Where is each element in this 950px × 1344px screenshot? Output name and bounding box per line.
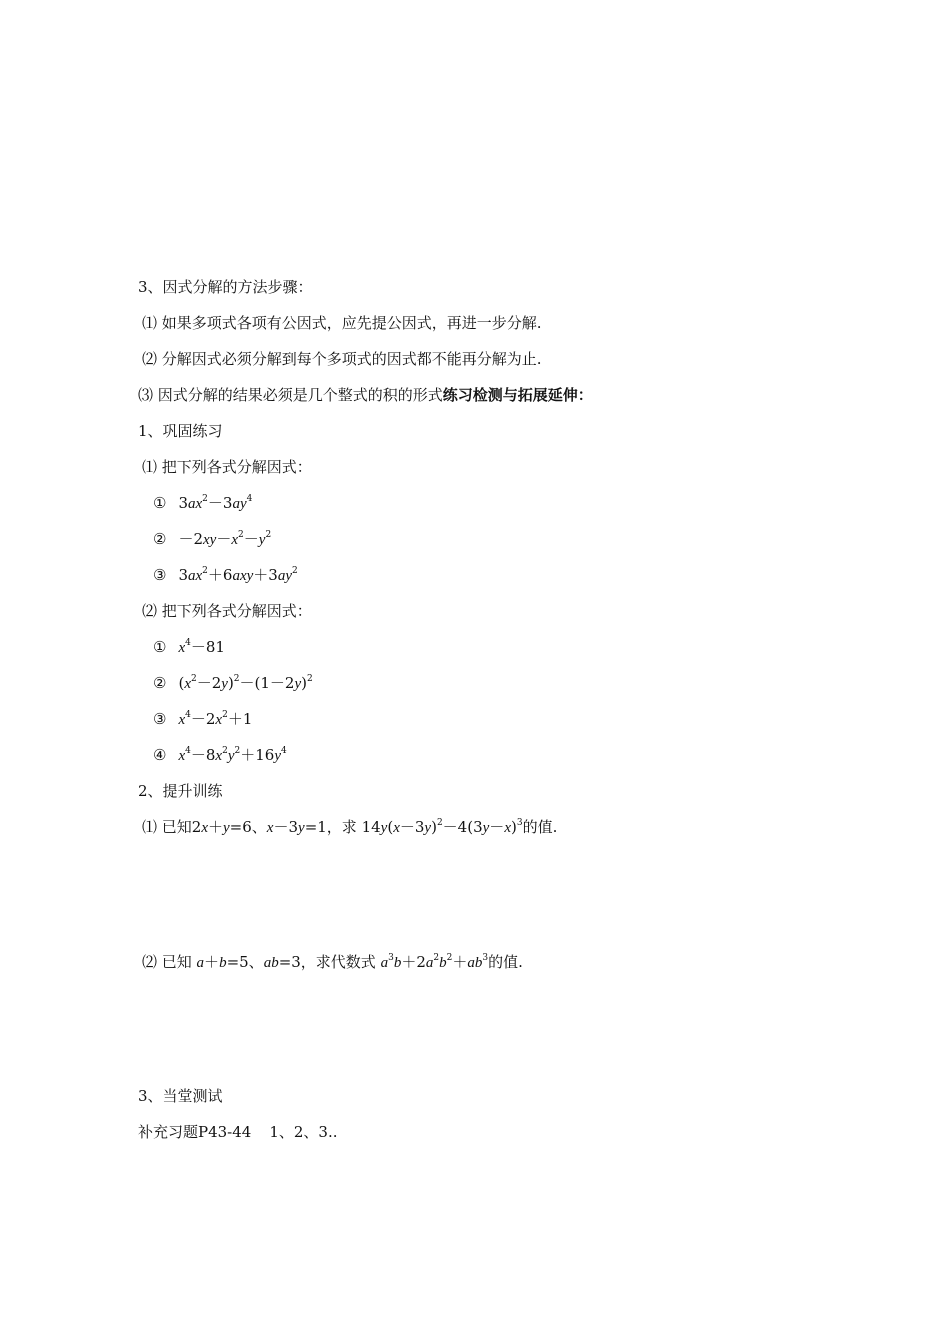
circled-number: ① [153, 638, 167, 656]
section-heading-steps: 3、因式分解的方法步骤： [138, 278, 313, 296]
supplementary-items: 1、2、3.. [269, 1123, 338, 1141]
expression-2-2: ② $(x^2-2y)^2-(1-2y)^2$ [153, 674, 313, 692]
exercise-1-intro: ⑴ 把下列各式分解因式： [142, 458, 312, 476]
subheading-test: 3、当堂测试 [138, 1087, 223, 1105]
step-1: ⑴ 如果多项式各项有公因式，应先提公因式，再进一步分解. [142, 314, 542, 332]
circled-number: ② [153, 530, 167, 548]
supplementary-exercises [138, 1122, 338, 1142]
circled-number: ③ [153, 566, 167, 584]
circled-number: ① [153, 494, 167, 512]
circled-number: ③ [153, 710, 167, 728]
step-3 [138, 385, 593, 405]
expression-2-3: ③ $x^4-2x^2+1$ [153, 710, 253, 728]
exercise-2-intro: ⑵ 把下列各式分解因式： [142, 602, 312, 620]
circled-number: ② [153, 674, 167, 692]
expression-1-3: ③ $3ax^2+6axy+3ay^2$ [153, 566, 298, 584]
expression-1-2: ② $-2xy-x^2-y^2$ [153, 530, 272, 548]
expression-2-4: ④ $x^4-8x^2y^2+16y^4$ [153, 746, 287, 764]
supplementary-label: 补充习题P43-44 [138, 1123, 252, 1141]
problem-2: ⑵ 已知 a＋b=5、ab=3，求代数式 $a^3b+2a^2b^2+ab^3$的值. [142, 953, 523, 971]
expression-2-1: ① $x^4-81$ [153, 638, 225, 656]
problem-1: ⑴ 已知2x＋y=6、x－3y=1，求 $14y(x-3y)^2-4(3y-x)^3$的值. [142, 818, 558, 836]
subheading-consolidation: 1、巩固练习 [138, 422, 223, 440]
subheading-advanced: 2、提升训练 [138, 782, 223, 800]
circled-number: ④ [153, 746, 167, 764]
step-3-text: ⑶ 因式分解的结果必须是几个整式的积的形式 [138, 386, 443, 404]
expression-1-1: ① $3ax^2-3ay^4$ [153, 494, 253, 512]
practice-heading: 练习检测与拓展延伸： [442, 386, 593, 404]
step-2: ⑵ 分解因式必须分解到每个多项式的因式都不能再分解为止. [142, 350, 542, 368]
